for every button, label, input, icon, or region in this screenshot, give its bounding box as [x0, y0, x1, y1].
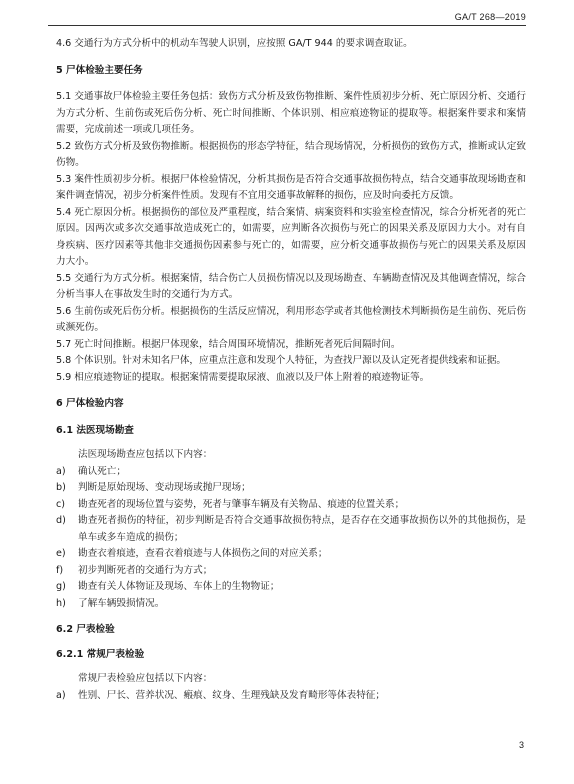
clause-5-8: 5.8 个体识别。针对未知名尸体，应重点注意和发现个人特征，为查找尸源以及认定死者提供线索和证据。: [56, 355, 507, 366]
list-item: [56, 497, 526, 514]
list-item-label: a): [56, 689, 66, 701]
list-item-text: 勘查有关人体物证及现场、车体上的生物物证；: [78, 581, 280, 592]
list-item: [56, 480, 526, 497]
header-divider: [48, 25, 526, 26]
list-item-label: c): [56, 498, 66, 510]
list-item-label: f): [56, 564, 64, 576]
list-item: [56, 579, 526, 596]
list-item-label: d): [56, 515, 66, 526]
clause-5-1: 5.1 交通事故尸体检验主要任务包括：致伤方式分析及致伤物推断、案件性质初步分析、死亡原因分析、交通行为方式分析、生前伤或死后伤分析、死亡时间推断、个体识别、相应痕迹物证的提取等。根据案件要求和案情需要，完成前述一项或几项任务。: [56, 91, 526, 135]
list-item-label: g): [56, 581, 66, 592]
list-item-label: h): [56, 597, 66, 609]
section-6-2-1-heading: 6.2.1 常规尸表检验: [56, 648, 145, 660]
section-6-heading: 6 尸体检验内容: [56, 398, 124, 409]
clause-5-6: 5.6 生前伤或死后伤分析。根据损伤的生活反应情况，利用形态学或者其他检测技术判断损伤是生前伤、死后伤或濒死伤。: [56, 305, 526, 333]
clause-5-3: 5.3 案件性质初步分析。根据尸体检验情况，分析其损伤是否符合交通事故损伤特点，结合交通事故现场勘查和案件调查情况，初步分析案件性质。发现有不宜用交通事故解释的损伤，应及时向委托方反馈。: [56, 173, 526, 201]
clause-5-2: 5.2 致伤方式分析及致伤物推断。根据损伤的形态学特征，结合现场情况，分析损伤的致伤方式，推断或认定致伤物。: [56, 140, 526, 168]
list-item-text: 确认死亡；: [78, 465, 126, 477]
clause-5-9: 5.9 相应痕迹物证的提取。根据案情需要提取尿液、血液以及尸体上附着的痕迹物证等。: [56, 371, 430, 383]
list-item: [56, 464, 526, 481]
list-item-text: 初步判断死者的交通行为方式；: [78, 564, 213, 576]
list-item: [56, 563, 526, 580]
clause-5-5: 5.5 交通行为方式分析。根据案情，结合伤亡人员损伤情况以及现场勘查、车辆勘查情况及其他调查情况，综合分析当事人在事故发生时的交通行为方式。: [56, 272, 526, 300]
clause-5-4: 5.4 死亡原因分析。根据损伤的部位及严重程度，结合案情、病案资料和实验室检查情况，综合分析死者的死亡原因。因两次或多次交通事故造成死亡的，如需要，应判断各次损伤与死亡的因果关系及原因力大小。对有自身疾病、医疗因素等其他非交通损伤因素参与死亡的，如需要，应分析交通事故损伤与死亡的因果关系及原因力大小。: [56, 206, 526, 267]
document-code: GA/T 268—2019: [454, 12, 526, 22]
section-6-2-1-intro: 常规尸表检验应包括以下内容：: [78, 673, 213, 684]
clause-4-6: 4.6 交通行为方式分析中的机动车驾驶人识别，应按照 GA/T 944 的要求调查取证。: [56, 38, 413, 49]
list-item-text: 勘查衣着痕迹，查看衣着痕迹与人体损伤之间的对应关系；: [78, 548, 328, 559]
list-item-label: e): [56, 548, 66, 559]
list-item-text: 性别、尸长、营养状况、瘢痕、纹身、生理残缺及发育畸形等体表特征；: [78, 689, 385, 701]
list-item-text: 判断是原始现场、变动现场或抛尸现场；: [78, 482, 251, 493]
list-item: [56, 513, 526, 546]
document-body: [56, 36, 526, 704]
list-item-label: a): [56, 465, 66, 477]
list-item: [56, 596, 526, 613]
list-item: [56, 688, 526, 705]
section-6-1-heading: 6.1 法医现场勘查: [56, 424, 134, 436]
list-item-text: 勘查死者的现场位置与姿势，死者与肇事车辆及有关物品、痕迹的位置关系；: [78, 498, 405, 510]
clause-5-7: 5.7 死亡时间推断。根据尸体现象，结合周围环境情况，推断死者死后间隔时间。: [56, 338, 401, 350]
page-number: 3: [518, 740, 524, 750]
section-6-2-heading: 6.2 尸表检验: [56, 624, 115, 635]
list-item-text: 勘查死者损伤的特征，初步判断是否符合交通事故损伤特点，是否存在交通事故损伤以外的其他损伤，是单车或多车造成的损伤；: [78, 515, 526, 543]
section-5-heading: 5 尸体检验主要任务: [56, 64, 143, 76]
list-item: [56, 546, 526, 563]
list-item-text: 了解车辆毁损情况。: [78, 597, 165, 609]
list-item-label: b): [56, 482, 66, 493]
section-6-1-intro: 法医现场勘查应包括以下内容：: [78, 449, 213, 460]
